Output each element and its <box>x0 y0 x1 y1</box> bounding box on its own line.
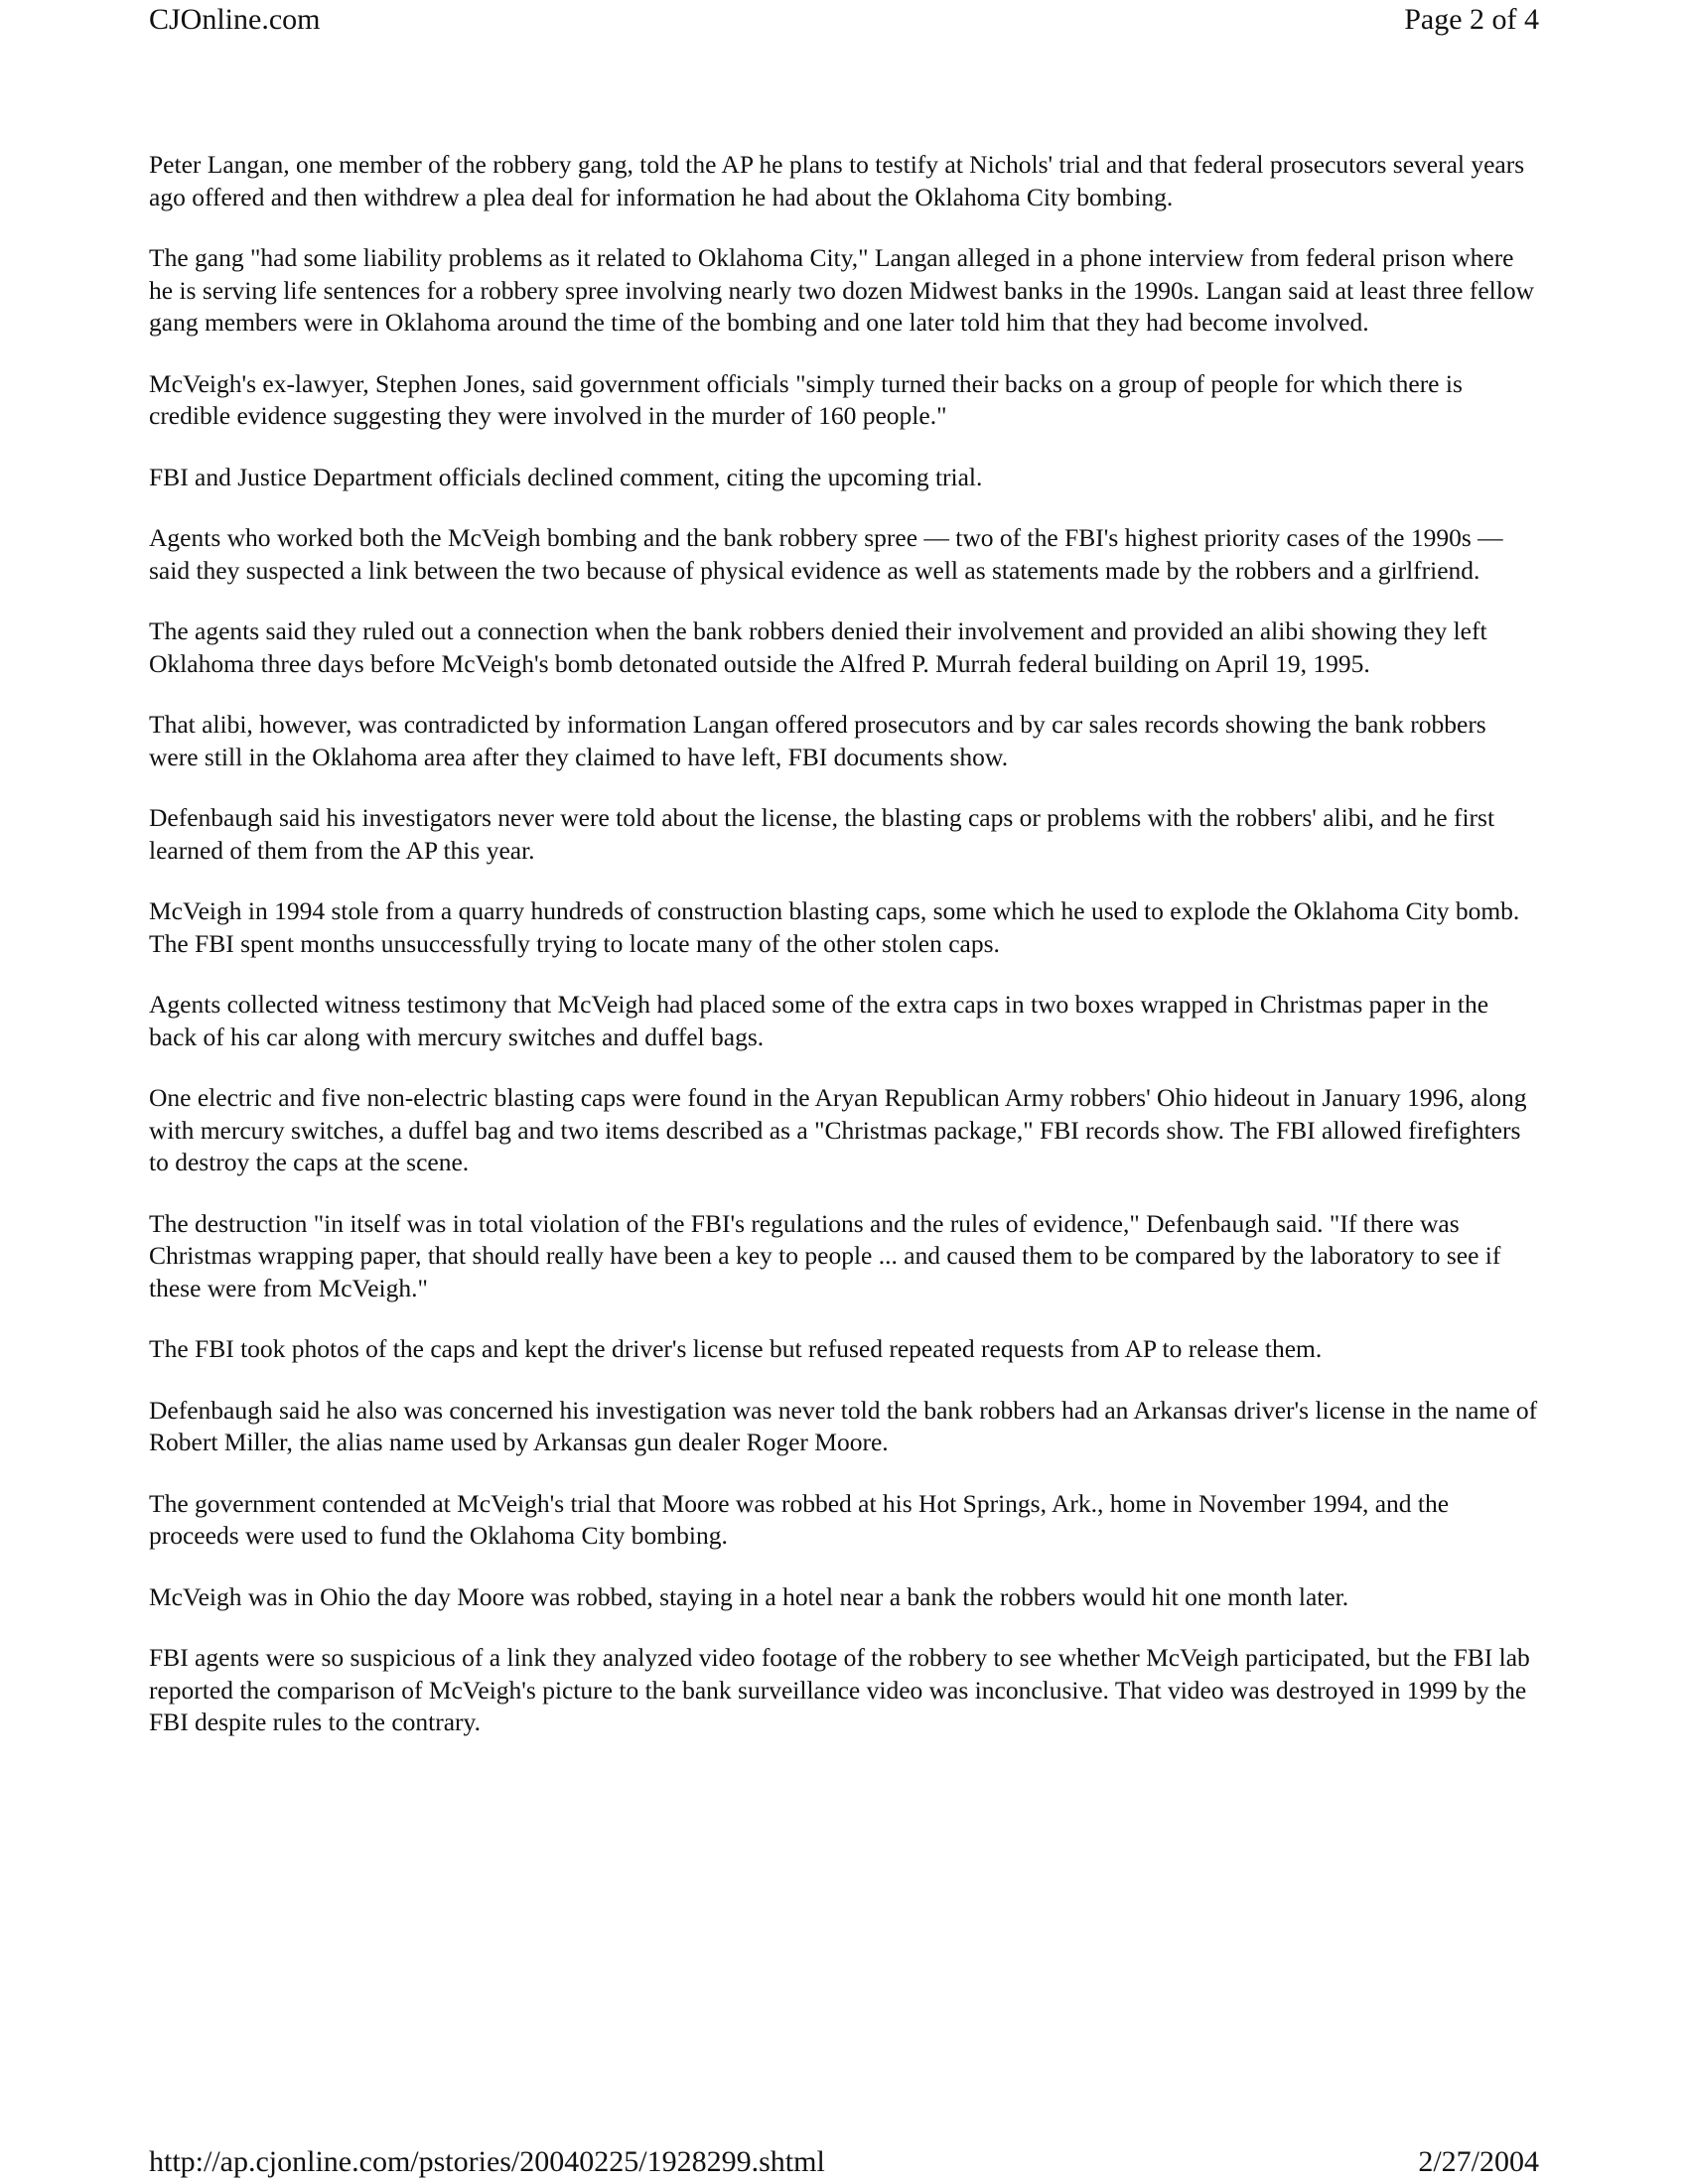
paragraph: The government contended at McVeigh's trial that Moore was robbed at his Hot Springs, Ark., home in November 1994, and the proceeds were used to fund the Oklahoma City bombing. <box>149 1488 1450 1550</box>
paragraph: One electric and five non-electric blasting caps were found in the Aryan Republican Army robbers' Ohio hideout in January 1996, along with mercury switches, a duffel bag and two items described as a "Christmas package," FBI records show. The FBI allowed firefighters to destroy the caps at the scene. <box>149 1083 1527 1176</box>
paragraph: Peter Langan, one member of the robbery gang, told the AP he plans to testify at Nichols' trial and that federal prosecutors several years ago offered and then withdrew a plea deal for information he had about the Oklahoma City bombing. <box>149 150 1525 211</box>
paragraph: McVeigh's ex-lawyer, Stephen Jones, said government officials "simply turned their backs on a group of people for which there is credible evidence suggesting they were involved in the murder of 160 people." <box>149 368 1463 430</box>
page-number: Page 2 of 4 <box>1404 3 1539 36</box>
paragraph: FBI and Justice Department officials declined comment, citing the upcoming trial. <box>149 462 983 491</box>
footer-url: http://ap.cjonline.com/pstories/20040225/1928299.shtml <box>149 2145 825 2178</box>
paragraph: The FBI took photos of the caps and kept the driver's license but refused repeated requests from AP to release them. <box>149 1334 1323 1363</box>
paragraph: McVeigh was in Ohio the day Moore was robbed, staying in a hotel near a bank the robbers would hit one month later. <box>149 1581 1349 1611</box>
paragraph: Defenbaugh said he also was concerned his investigation was never told the bank robbers had an Arkansas driver's license in the name of Robert Miller, the alias name used by Arkansas gun dealer Roger Moore. <box>149 1395 1538 1456</box>
paragraph: Defenbaugh said his investigators never were told about the license, the blasting caps or problems with the robbers' alibi, and he first learned of them from the AP this year. <box>149 803 1495 865</box>
paragraph: Agents who worked both the McVeigh bombing and the bank robbery spree — two of the FBI's highest priority cases of the 1990s — said they suspected a link between the two because of physical evidence as well as statements made by the robbers and a girlfriend. <box>149 523 1503 585</box>
paragraph: That alibi, however, was contradicted by information Langan offered prosecutors and by car sales records showing the bank robbers were still in the Oklahoma area after they claimed to have left, FBI documents show. <box>149 710 1486 771</box>
paragraph: The agents said they ruled out a connection when the bank robbers denied their involvement and provided an alibi showing they left Oklahoma three days before McVeigh's bomb detonated outside the Alfred P. Murrah federal building on April 19, 1995. <box>149 616 1487 678</box>
paragraph: The gang "had some liability problems as it related to Oklahoma City," Langan alleged in a phone interview from federal prison where he is serving life sentences for a robbery spree involving nearly two dozen Midwest banks in the 1990s. Langan said at least three fellow gang members were in Oklahoma around the time of the bombing and one later told him that they had become involved. <box>149 243 1535 337</box>
article-body <box>149 149 1539 1768</box>
paragraph: Agents collected witness testimony that McVeigh had placed some of the extra caps in two boxes wrapped in Christmas paper in the back of his car along with mercury switches and duffel bags. <box>149 990 1489 1051</box>
footer-date: 2/27/2004 <box>1418 2145 1539 2178</box>
site-name: CJOnline.com <box>149 3 321 36</box>
paragraph: FBI agents were so suspicious of a link they analyzed video footage of the robbery to see whether McVeigh participated, but the FBI lab reported the comparison of McVeigh's picture to the bank surveillance video was inconclusive. That video was destroyed in 1999 by the FBI despite rules to the contrary. <box>149 1643 1530 1736</box>
paragraph: McVeigh in 1994 stole from a quarry hundreds of construction blasting caps, some which he used to explode the Oklahoma City bomb. The FBI spent months unsuccessfully trying to locate many of the other stolen caps. <box>149 896 1520 958</box>
paragraph: The destruction "in itself was in total violation of the FBI's regulations and the rules of evidence," Defenbaugh said. "If there was Christmas wrapping paper, that should really have been a key to people ... and caused them to be compared by the laboratory to see if these were from McVeigh." <box>149 1208 1501 1302</box>
